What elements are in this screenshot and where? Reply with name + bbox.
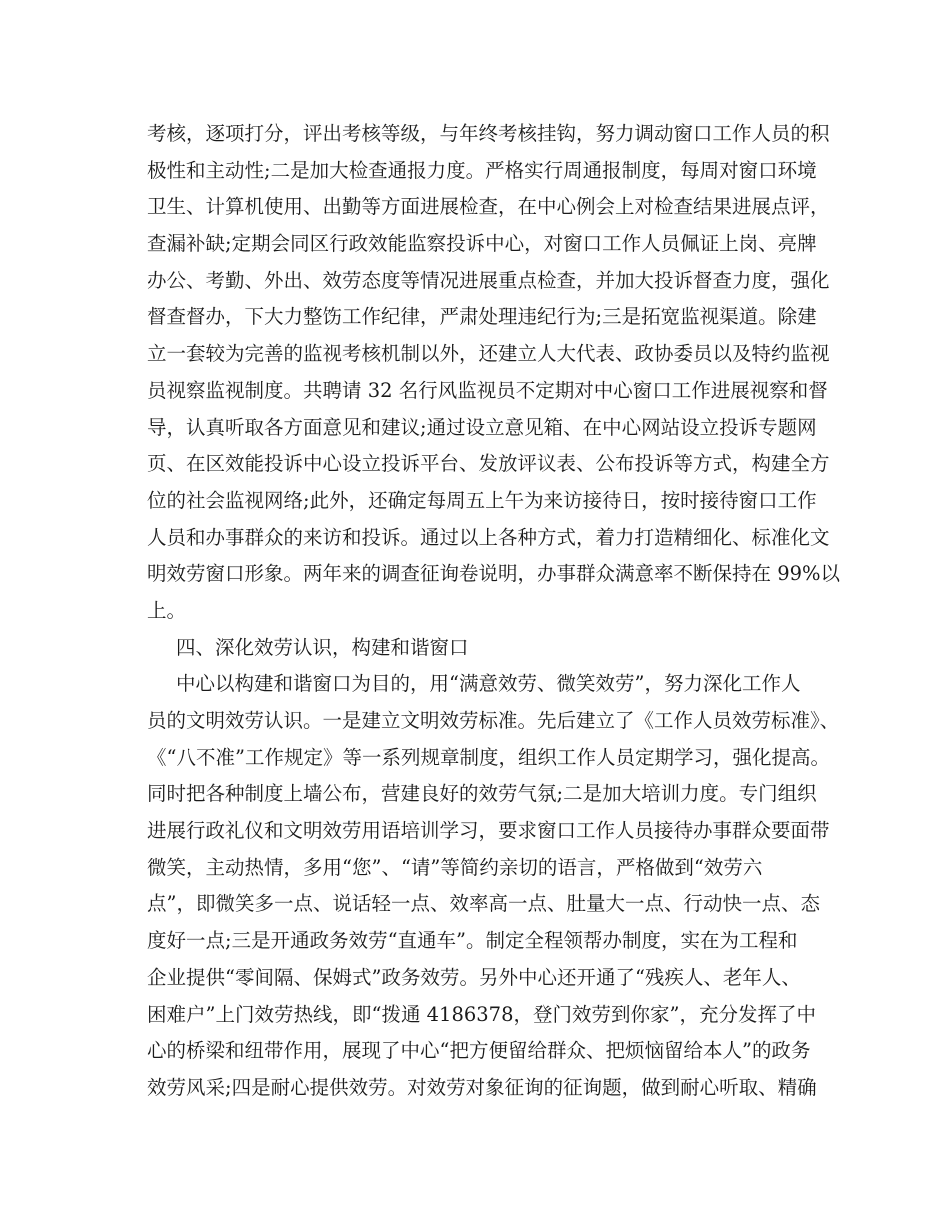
text-line: 位的社会监视网络;此外，还确定每周五上午为来访接待日，按时接待窗口工作: [147, 488, 817, 512]
text-line: 微笑，主动热情，多用“您”、“请”等简约亲切的语言，严格做到“效劳六: [147, 855, 763, 879]
text-line: 卫生、计算机使用、出勤等方面进展检查，在中心例会上对检查结果进展点评，: [147, 195, 830, 219]
text-line: 页、在区效能投诉中心设立投诉平台、发放评议表、公布投诉等方式，构建全方: [147, 452, 830, 476]
text-line: 点”，即微笑多一点、说话轻一点、效率高一点、肚量大一点、行动快一点、态: [147, 892, 820, 916]
text-line: 度好一点;三是开通政务效劳“直通车”。制定全程领帮办制度，实在为工程和: [147, 929, 798, 953]
text-line: 中心以构建和谐窗口为目的，用“满意效劳、微笑效劳”，努力深化工作人: [176, 672, 801, 696]
text-line: 困难户”上门效劳热线，即“拨通 4186378，登门效劳到你家”，充分发挥了中: [147, 1002, 816, 1026]
text-line: 进展行政礼仪和文明效劳用语培训学习，要求窗口工作人员接待办事群众要面带: [147, 819, 830, 843]
text-line: 办公、考勤、外出、效劳态度等情况进展重点检查，并加大投诉督查力度，强化: [147, 268, 830, 292]
text-line: 员视察监视制度。共聘请 32 名行风监视员不定期对中心窗口工作进展视察和督: [147, 378, 828, 402]
text-line: 督查督办，下大力整饬工作纪律，严肃处理违纪行为;三是拓宽监视渠道。除建: [147, 305, 817, 329]
paragraph-service-awareness: [147, 666, 840, 1106]
text-line: 上。: [147, 598, 187, 622]
section-heading: 四、深化效劳认识，构建和谐窗口: [176, 635, 469, 659]
text-line: 效劳风采;四是耐心提供效劳。对效劳对象征询的征询题，做到耐心听取、精确: [147, 1075, 817, 1099]
text-line: 导，认真听取各方面意见和建议;通过设立意见箱、在中心网站设立投诉专题网: [147, 415, 817, 439]
text-line: 极性和主动性;二是加大检查通报力度。严格实行周通报制度，每周对窗口环境: [147, 158, 817, 182]
text-line: 员的文明效劳认识。一是建立文明效劳标准。先后建立了《工作人员效劳标准》、: [147, 709, 840, 732]
text-line: 企业提供“零间隔、保姆式”政务效劳。另外中心还开通了“残疾人、老年人、: [147, 965, 801, 989]
paragraph-supervision: [147, 116, 841, 630]
document-body: [147, 116, 841, 1107]
text-line: 考核，逐项打分，评出考核等级，与年终考核挂钩，努力调动窗口工作人员的积: [147, 122, 830, 145]
text-line: 查漏补缺;定期会同区行政效能监察投诉中心，对窗口工作人员佩证上岗、亮牌: [147, 232, 817, 256]
text-line: 人员和办事群众的来访和投诉。通过以上各种方式，着力打造精细化、标准化文: [147, 525, 830, 549]
text-line: 同时把各种制度上墙公布，营建良好的效劳气氛;二是加大培训力度。专门组织: [147, 782, 817, 806]
text-line: 明效劳窗口形象。两年来的调查征询卷说明，办事群众满意率不断保持在 99%以: [147, 562, 841, 586]
text-line: 心的桥梁和纽带作用，展现了中心“把方便留给群众、把烦恼留给本人”的政务: [147, 1039, 811, 1063]
text-line: 立一套较为完善的监视考核机制以外，还建立人大代表、政协委员以及特约监视: [147, 342, 830, 366]
text-line: 《“八不准”工作规定》等一系列规章制度，组织工作人员定期学习，强化提高。: [147, 745, 830, 769]
